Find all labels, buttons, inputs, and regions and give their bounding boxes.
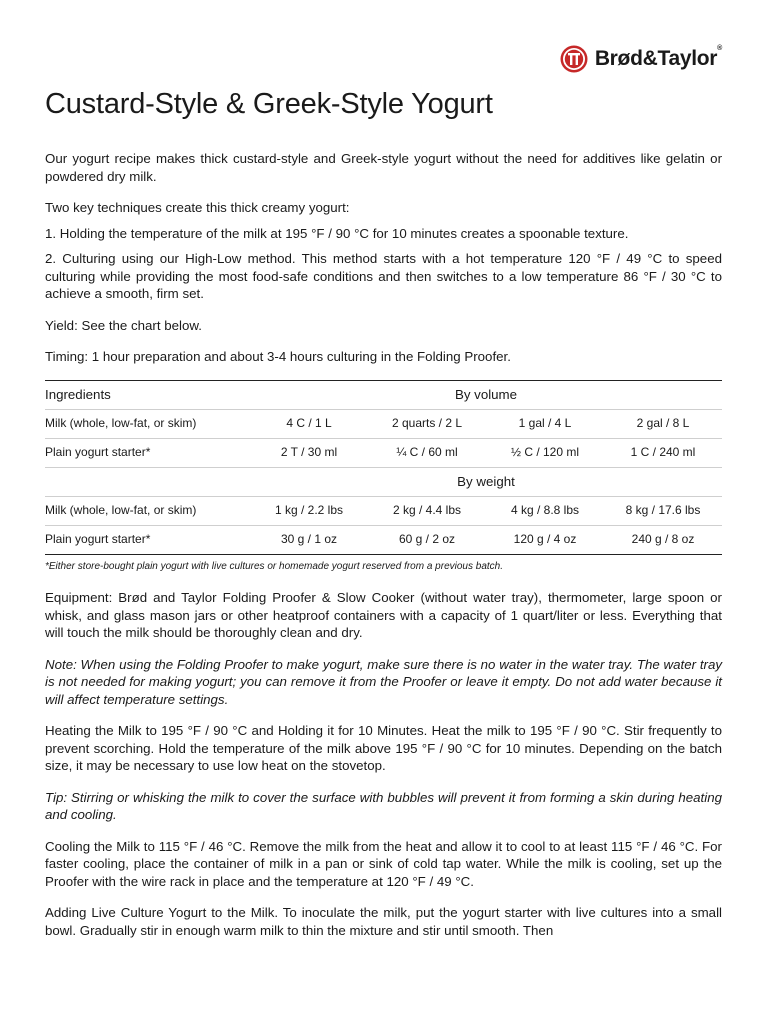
- table-cell: ½ C / 120 ml: [486, 438, 604, 467]
- table-cell: ¼ C / 60 ml: [368, 438, 486, 467]
- ingredients-table: [45, 380, 722, 555]
- by-weight-row: [45, 467, 722, 496]
- row-label: Milk (whole, low-fat, or skim): [45, 409, 250, 438]
- table-cell: 2 T / 30 ml: [250, 438, 368, 467]
- table-row: [45, 496, 722, 525]
- brand-emblem-icon: [559, 44, 589, 74]
- cooling-paragraph: Cooling the Milk to 115 °F / 46 °C. Remove the milk from the heat and allow it to cool to at least 115 °F / 46 °C. For faster cooling, place the container of milk in a pan or sink of cold tap water. While the milk is cooling, set up the Proofer with the wire rack in place and the temperature at 120 °F / 49 °C.: [45, 838, 722, 889]
- table-cell: 1 gal / 4 L: [486, 409, 604, 438]
- table-cell: 2 gal / 8 L: [604, 409, 722, 438]
- intro-paragraph: Our yogurt recipe makes thick custard-style and Greek-style yogurt without the need for additives like gelatin or powdered dry milk.: [45, 151, 722, 184]
- by-volume-header: By volume: [250, 380, 722, 409]
- table-row: [45, 409, 722, 438]
- techniques-intro: Two key techniques create this thick creamy yogurt:: [45, 200, 350, 215]
- document-body: [45, 150, 722, 939]
- by-weight-header: By weight: [250, 467, 722, 496]
- table-row: [45, 525, 722, 554]
- tip-paragraph: Tip: Stirring or whisking the milk to cover the surface with bubbles will prevent it from forming a skin during heating and cooling.: [45, 789, 722, 822]
- table-cell: 2 kg / 4.4 lbs: [368, 496, 486, 525]
- table-cell: 120 g / 4 oz: [486, 525, 604, 554]
- row-label: Plain yogurt starter*: [45, 525, 250, 554]
- heating-paragraph: Heating the Milk to 195 °F / 90 °C and Holding it for 10 Minutes. Heat the milk to 195 °F / 90 °C. Stir frequently to prevent scorching. Hold the temperature of the milk above 195 °F / 90 °C for 10 minutes. Depending on the batch size, it may be necessary to use low heat on the stovetop.: [45, 723, 722, 773]
- table-header-row: [45, 380, 722, 409]
- note-paragraph: Note: When using the Folding Proofer to make yogurt, make sure there is no water in the water tray. The water tray is not needed for making yogurt; you can remove it from the Proofer or leave it empty. Do not add water because it will affect temperature settings.: [45, 656, 722, 707]
- technique-2: 2. Culturing using our High-Low method. This method starts with a hot temperature 120 °F / 49 °C to speed culturing while providing the most food-safe conditions and then switches to a low temperature 86 °F / 30 °C to achieve a smooth, firm set.: [45, 251, 722, 301]
- table-footnote: *Either store-bought plain yogurt with live cultures or homemade yogurt reserved from a previous batch.: [45, 560, 504, 572]
- table-cell: 4 C / 1 L: [250, 409, 368, 438]
- yield-text: Yield: See the chart below.: [45, 317, 202, 333]
- row-label: Plain yogurt starter*: [45, 438, 250, 467]
- timing-text: Timing: 1 hour preparation and about 3-4 hours culturing in the Folding Proofer.: [45, 349, 511, 364]
- technique-1: 1. Holding the temperature of the milk at 195 °F / 90 °C for 10 minutes creates a spoonable texture.: [45, 225, 629, 241]
- brand-logo: [559, 44, 722, 74]
- table-cell: 2 quarts / 2 L: [368, 409, 486, 438]
- table-cell: 30 g / 1 oz: [250, 525, 368, 554]
- ingredients-header: Ingredients: [45, 380, 250, 409]
- table-cell: 60 g / 2 oz: [368, 525, 486, 554]
- table-row: [45, 438, 722, 467]
- brand-name: Brød&Taylor®: [594, 45, 722, 70]
- page-title: Custard-Style & Greek-Style Yogurt: [45, 88, 493, 120]
- table-cell: 8 kg / 17.6 lbs: [604, 496, 722, 525]
- table-cell: 1 C / 240 ml: [604, 438, 722, 467]
- row-label: Milk (whole, low-fat, or skim): [45, 496, 250, 525]
- table-cell: 1 kg / 2.2 lbs: [250, 496, 368, 525]
- adding-paragraph: Adding Live Culture Yogurt to the Milk. To inoculate the milk, put the yogurt starter with live cultures into a small bowl. Gradually stir in enough warm milk to thin the mixture and stir until smooth. Then: [45, 905, 722, 938]
- table-cell: 4 kg / 8.8 lbs: [486, 496, 604, 525]
- equipment-paragraph: Equipment: Brød and Taylor Folding Proofer & Slow Cooker (without water tray), thermometer, large spoon or whisk, and glass mason jars or other heatproof containers with a capacity of 1 quart/liter or less. Everything that will touch the milk should be thoroughly clean and dry.: [45, 590, 722, 640]
- table-cell: 240 g / 8 oz: [604, 525, 722, 554]
